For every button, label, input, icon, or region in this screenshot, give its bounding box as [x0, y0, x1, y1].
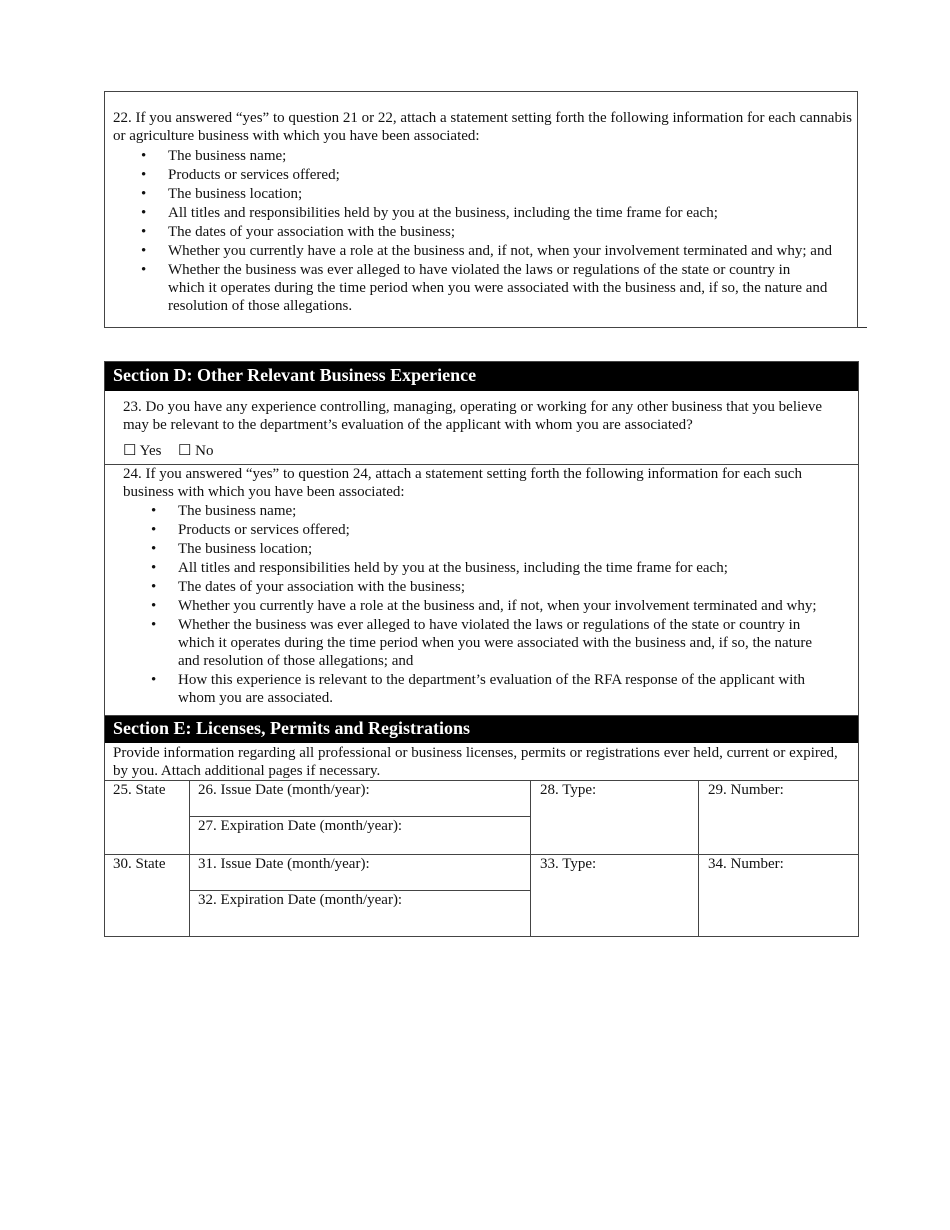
line-mark	[858, 327, 867, 328]
yes-checkbox[interactable]: ☐ Yes	[123, 443, 162, 459]
bullet-icon: •	[151, 503, 157, 519]
type-field-1[interactable]: 28. Type:	[540, 782, 597, 798]
bullet-icon: •	[141, 243, 147, 259]
list-item: • Whether the business was ever alleged to have violated the laws or regulations of the state or country in which it operates during the time period when you were associated with the business and, if so, the nature and resolution of those allegations.	[141, 262, 828, 314]
bullet-icon: •	[141, 167, 147, 183]
section-d	[104, 361, 859, 716]
section-e-description: Provide information regarding all professional or business licenses, permits or registrations ever held, current or expired, by you. Attach additional pages if necessary.	[113, 745, 838, 779]
bullet-icon: •	[151, 522, 157, 538]
bullet-icon: •	[151, 617, 157, 633]
expiration-date-field-1[interactable]: 27. Expiration Date (month/year):	[198, 818, 403, 834]
bullet-icon: •	[141, 262, 147, 278]
question-24-text: 24. If you answered “yes” to question 24, attach a statement setting forth the following information for each such business with which you have been associated:	[123, 466, 802, 500]
question-22-bullet-list	[141, 147, 868, 316]
list-item: • The business name;	[151, 503, 297, 519]
issue-date-field-1[interactable]: 26. Issue Date (month/year):	[198, 782, 370, 798]
list-item: • How this experience is relevant to the department’s evaluation of the RFA response of the applicant with whom you are associated.	[151, 672, 806, 706]
number-field-1[interactable]: 29. Number:	[708, 782, 784, 798]
list-item: • All titles and responsibilities held by you at the business, including the time frame for each;	[141, 205, 718, 221]
bullet-icon: •	[141, 186, 147, 202]
bullet-icon: •	[151, 560, 157, 576]
list-item: • The business location;	[151, 541, 313, 557]
number-field-2[interactable]: 34. Number:	[708, 856, 784, 872]
state-field-2[interactable]: 30. State	[113, 856, 166, 872]
bullet-icon: •	[141, 205, 147, 221]
question-23-text: 23. Do you have any experience controlling, managing, operating or working for any other business that you believe may be relevant to the department’s evaluation of the applicant with whom you are associated?	[123, 399, 822, 433]
question-22-box	[104, 91, 858, 328]
list-item: • Products or services offered;	[141, 167, 340, 183]
list-item: • The dates of your association with the business;	[141, 224, 456, 240]
bullet-icon: •	[151, 541, 157, 557]
table-line	[530, 780, 531, 936]
bullet-icon: •	[141, 148, 147, 164]
section-d-header: Section D: Other Relevant Business Experience	[105, 362, 858, 391]
list-item: • Products or services offered;	[151, 522, 350, 538]
table-line	[189, 780, 190, 936]
question-24-bullet-list	[151, 502, 858, 708]
type-field-2[interactable]: 33. Type:	[540, 856, 597, 872]
list-item: • The business location;	[141, 186, 303, 202]
expiration-date-field-2[interactable]: 32. Expiration Date (month/year):	[198, 892, 403, 908]
bullet-icon: •	[151, 598, 157, 614]
list-item: • Whether the business was ever alleged to have violated the laws or regulations of the state or country in which it operates during the time period when you were associated with the business and, if so, the nature and resolution of those allegations; and	[151, 617, 812, 669]
bullet-icon: •	[141, 224, 147, 240]
section-e	[104, 716, 859, 937]
license-table	[105, 780, 858, 936]
section-e-header: Section E: Licenses, Permits and Registrations	[105, 716, 858, 743]
table-line	[698, 780, 699, 936]
list-item: • Whether you currently have a role at the business and, if not, when your involvement terminated and why;	[151, 598, 817, 614]
list-item: • The business name;	[141, 148, 287, 164]
bullet-icon: •	[151, 579, 157, 595]
question-22-text: 22. If you answered “yes” to question 21 or 22, attach a statement setting forth the following information for each cannabis or agriculture business with which you have been associated:	[113, 110, 852, 144]
list-item: • All titles and responsibilities held by you at the business, including the time frame for each;	[151, 560, 728, 576]
yes-no-options	[123, 442, 214, 460]
no-checkbox[interactable]: ☐ No	[177, 443, 214, 459]
bullet-icon: •	[151, 672, 157, 688]
list-item: • Whether you currently have a role at the business and, if not, when your involvement terminated and why; and	[141, 243, 832, 259]
state-field-1[interactable]: 25. State	[113, 782, 166, 798]
issue-date-field-2[interactable]: 31. Issue Date (month/year):	[198, 856, 370, 872]
list-item: • The dates of your association with the business;	[151, 579, 466, 595]
